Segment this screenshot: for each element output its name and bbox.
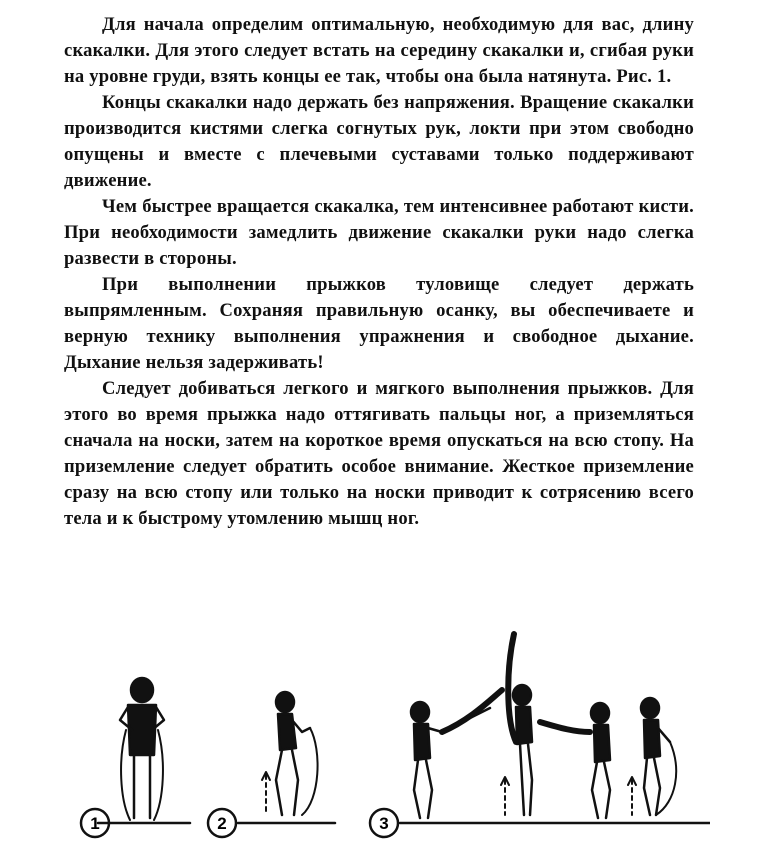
- figure-label-3: 3: [379, 814, 389, 833]
- figure-3-person-a: [411, 690, 502, 818]
- figure-3-person-c: [540, 703, 610, 818]
- paragraph-1: Для начала определим оптимальную, необходимую для вас, длину скакалки. Для этого следует встать на середину скакалки и, сгибая руки на уровне груди, взять концы ее так, чтобы она была натянута. Рис. 1.: [64, 14, 694, 87]
- figure-1-person: [120, 678, 164, 820]
- paragraph-5: Следует добиваться легкого и мягкого выполнения прыжков. Для этого во время прыжка надо оттягивать пальцы ног, а приземляться сначала на носки, затем на короткое время опускаться на всю стопу. На приземление следует обратить особое внимание. Жесткое приземление сразу на всю стопу или только на носки приводит к сотрясению всего тела и к быстрому утомлению мышц ног.: [64, 378, 694, 529]
- paragraph-4: При выполнении прыжков туловище следует держать выпрямленным. Сохраняя правильную осанку, вы обеспечиваете и верную технику выполнения упражнения и свободное дыхание. Дыхание нельзя задерживать!: [64, 274, 694, 373]
- paragraph-3: Чем быстрее вращается скакалка, тем интенсивнее работают кисти. При необходимости замедлить движение скакалки руки надо слегка развести в стороны.: [64, 196, 694, 269]
- figure-label-2: 2: [217, 814, 227, 833]
- figure-3-person-d: [628, 698, 676, 815]
- paragraph-2: Концы скакалки надо держать без напряжения. Вращение скакалки производится кистями слегка согнутых рук, локти при этом свободно опущены и вместе с плечевыми суставами только поддерживают движение.: [64, 92, 694, 191]
- illustration-svg: [70, 610, 710, 840]
- figure-3-person-b: [501, 634, 532, 815]
- figure-label-1: 1: [90, 814, 100, 833]
- jump-rope-illustration: [70, 610, 710, 840]
- figure-2-person: [262, 692, 318, 815]
- article-text: [64, 12, 694, 532]
